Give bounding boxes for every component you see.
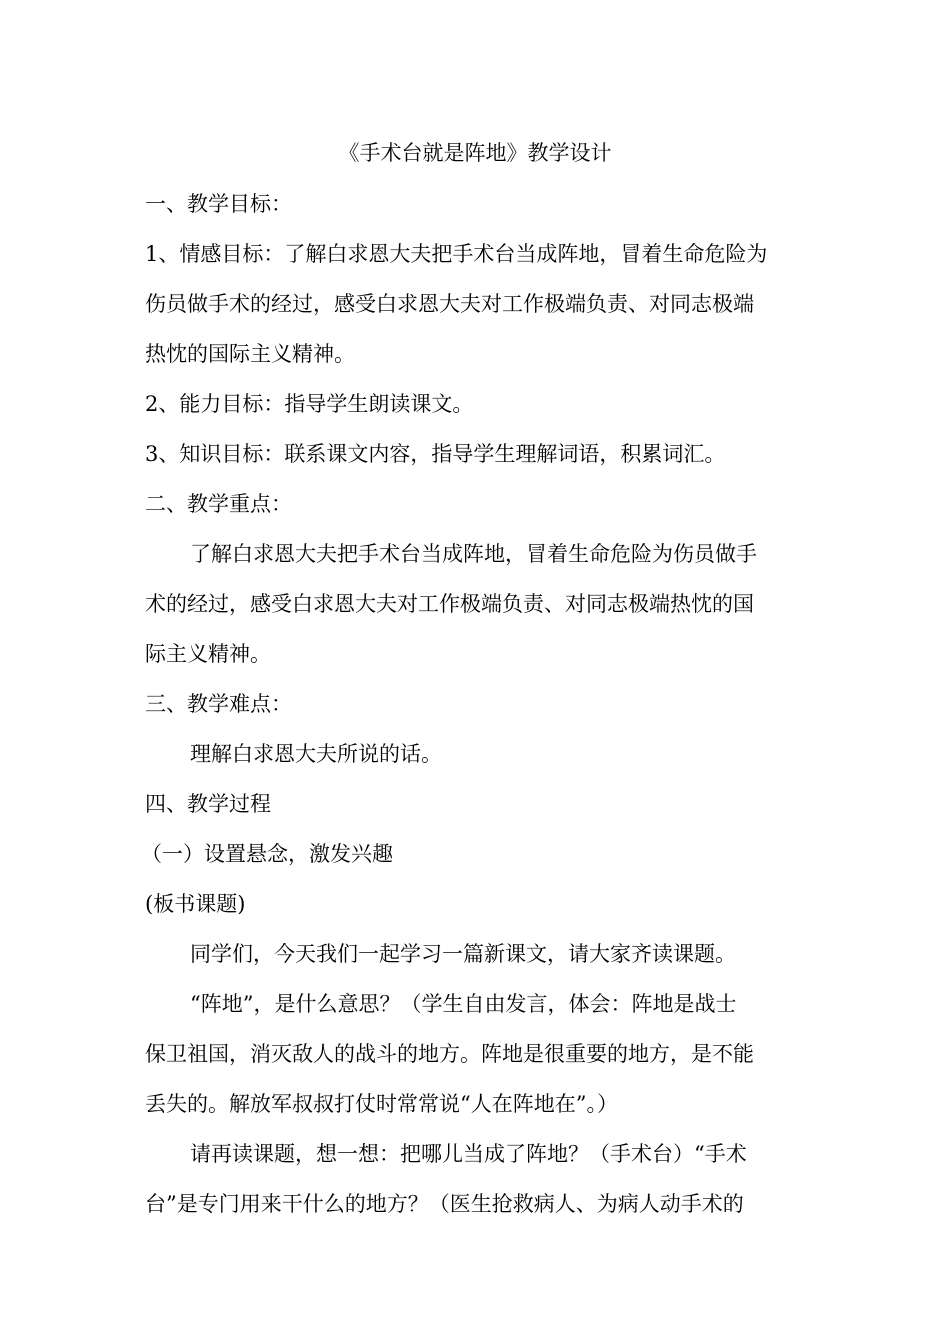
paragraph-line: 台”是专门用来干什么的地方？（医生抢救病人、为病人动手术的 bbox=[145, 1192, 744, 1216]
paragraph-line: 术的经过，感受白求恩大夫对工作极端负责、对同志极端热忱的国 bbox=[145, 592, 754, 616]
paragraph-line: 丢失的。解放军叔叔打仗时常常说“人在阵地在”。） bbox=[145, 1092, 618, 1116]
document-title: 《手术台就是阵地》教学设计 bbox=[338, 141, 612, 165]
paragraph-line: 际主义精神。 bbox=[145, 642, 271, 666]
paragraph-line: 同学们，今天我们一起学习一篇新课文，请大家齐读课题。 bbox=[190, 942, 736, 966]
paragraph-line: 保卫祖国，消灭敌人的战斗的地方。阵地是很重要的地方，是不能 bbox=[145, 1042, 754, 1066]
paragraph-line: 1、情感目标：了解白求恩大夫把手术台当成阵地，冒着生命危险为 bbox=[145, 242, 768, 266]
section-heading-objectives: 一、教学目标： bbox=[145, 192, 292, 216]
paragraph-line: 2、能力目标：指导学生朗读课文。 bbox=[145, 392, 474, 416]
paragraph-line: 3、知识目标：联系课文内容，指导学生理解词语，积累词汇。 bbox=[145, 442, 726, 466]
paragraph-line: 理解白求恩大夫所说的话。 bbox=[190, 742, 442, 766]
paragraph-line: 热忱的国际主义精神。 bbox=[145, 342, 355, 366]
subsection-heading: （一）设置悬念，激发兴趣 bbox=[141, 842, 393, 866]
section-heading-process: 四、教学过程 bbox=[145, 792, 271, 816]
paragraph-line: “阵地”，是什么意思？（学生自由发言，体会：阵地是战士 bbox=[190, 992, 737, 1016]
paragraph-line: 了解白求恩大夫把手术台当成阵地，冒着生命危险为伤员做手 bbox=[190, 542, 757, 566]
paragraph-line: 请再读课题，想一想：把哪儿当成了阵地？（手术台）“手术 bbox=[190, 1142, 747, 1166]
section-heading-difficulties: 三、教学难点： bbox=[145, 692, 292, 716]
section-heading-key-points: 二、教学重点： bbox=[145, 492, 292, 516]
board-note: (板书课题) bbox=[145, 892, 246, 916]
paragraph-line: 伤员做手术的经过，感受白求恩大夫对工作极端负责、对同志极端 bbox=[145, 292, 754, 316]
